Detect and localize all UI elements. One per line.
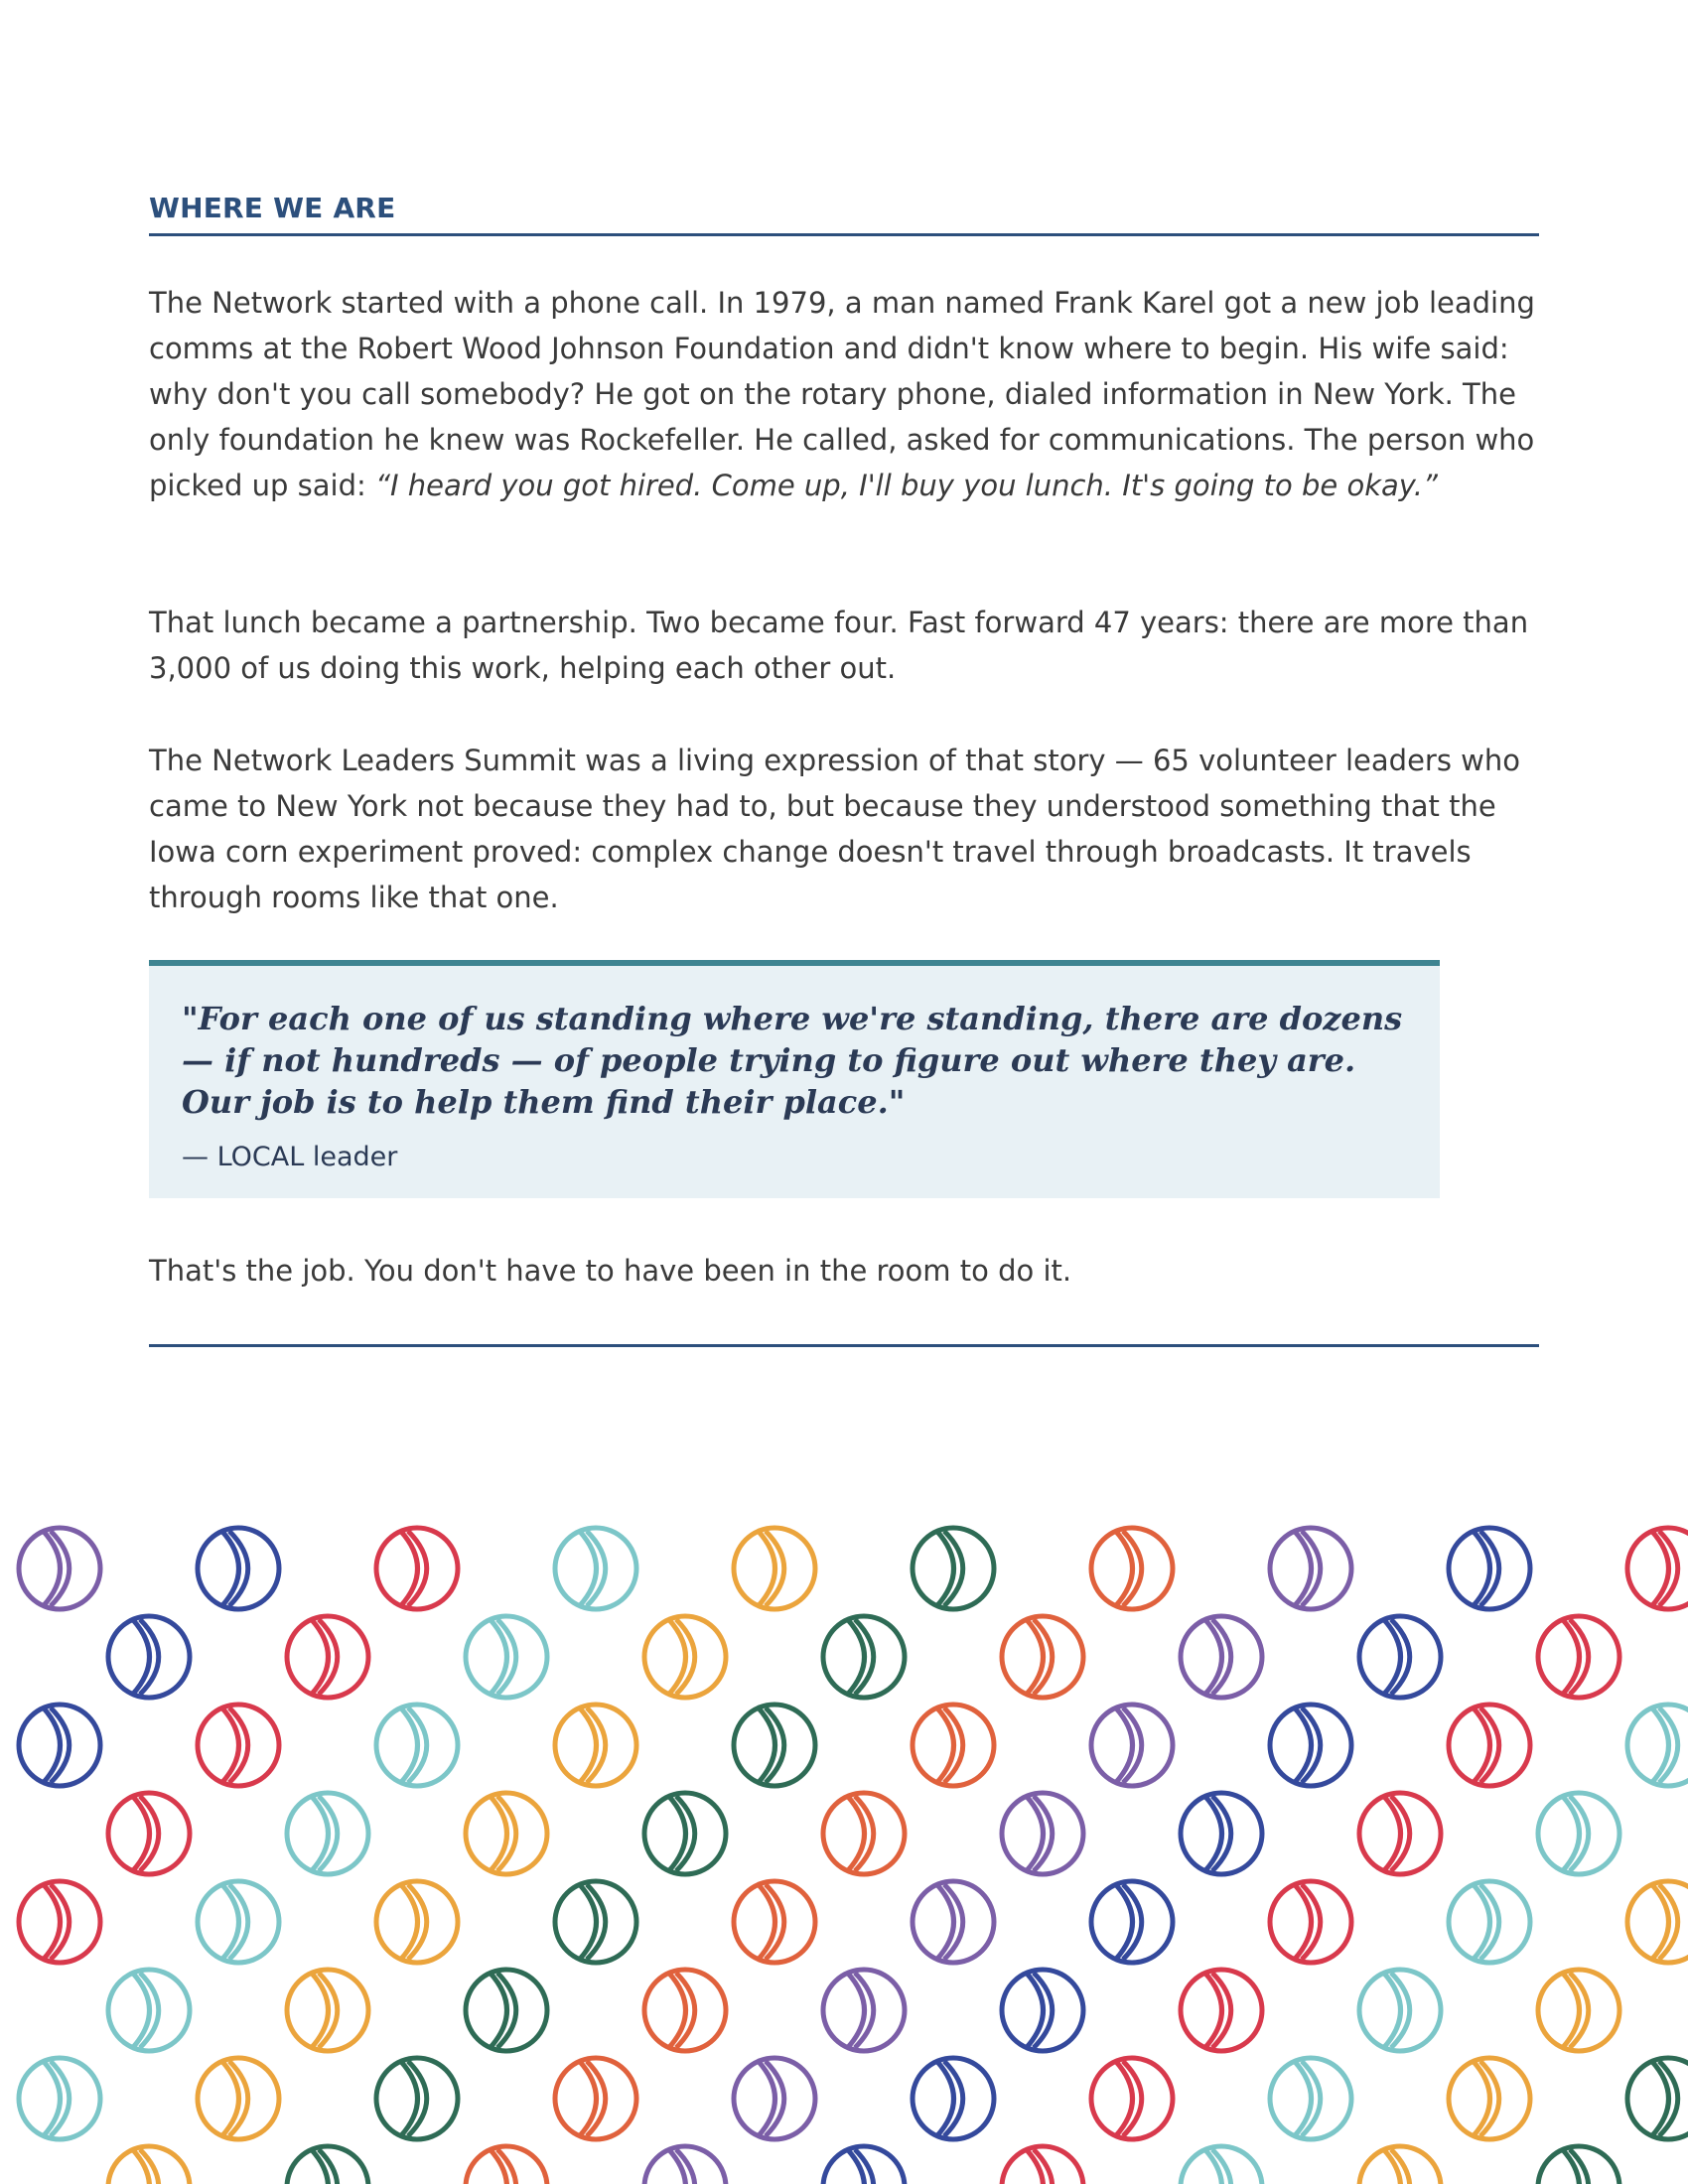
circle-crescent-icon	[1270, 1881, 1351, 1963]
circle-crescent-icon	[1359, 1793, 1441, 1874]
circle-crescent-icon	[913, 1705, 994, 1786]
circle-crescent-icon	[823, 2146, 905, 2184]
circle-crescent-icon	[1449, 2058, 1530, 2139]
circle-crescent-icon	[1181, 1793, 1262, 1874]
circle-crescent-icon	[198, 1705, 279, 1786]
pull-quote	[149, 960, 1440, 1198]
circle-crescent-icon	[376, 2058, 458, 2139]
circle-crescent-icon	[108, 1793, 190, 1874]
circle-crescent-icon	[913, 2058, 994, 2139]
circle-crescent-icon	[466, 2146, 547, 2184]
circle-crescent-icon	[1091, 1881, 1173, 1963]
circle-crescent-icon	[287, 2146, 368, 2184]
circle-crescent-icon	[1181, 1616, 1262, 1698]
circle-crescent-icon	[1270, 1528, 1351, 1609]
circle-crescent-icon	[198, 1881, 279, 1963]
circle-crescent-icon	[1359, 1616, 1441, 1698]
closing-divider	[149, 1344, 1539, 1347]
circle-crescent-icon	[466, 1970, 547, 2051]
circle-crescent-icon	[1627, 2058, 1688, 2139]
circle-crescent-icon	[1091, 1705, 1173, 1786]
circle-crescent-icon	[1449, 1881, 1530, 1963]
heading-divider	[149, 233, 1539, 236]
circle-crescent-icon	[1538, 1793, 1619, 1874]
circle-crescent-icon	[287, 1793, 368, 1874]
circle-crescent-icon	[1091, 1528, 1173, 1609]
circle-crescent-icon	[555, 1528, 636, 1609]
circle-crescent-icon	[287, 1970, 368, 2051]
circle-crescent-icon	[823, 1970, 905, 2051]
circle-crescent-icon	[823, 1616, 905, 1698]
circle-crescent-icon	[1181, 2146, 1262, 2184]
circle-crescent-icon	[1538, 2146, 1619, 2184]
circle-crescent-icon	[1449, 1528, 1530, 1609]
circle-crescent-icon	[466, 1793, 547, 1874]
circle-crescent-icon	[466, 1616, 547, 1698]
circle-crescent-icon	[108, 1970, 190, 2051]
circle-crescent-icon	[913, 1881, 994, 1963]
circle-crescent-icon	[734, 2058, 815, 2139]
decorative-circle-pattern	[0, 1489, 1688, 2184]
circle-crescent-icon	[287, 1616, 368, 1698]
circle-crescent-icon	[1002, 2146, 1083, 2184]
circle-crescent-icon	[644, 1970, 726, 2051]
circle-crescent-icon	[734, 1528, 815, 1609]
circle-crescent-icon	[1449, 1705, 1530, 1786]
intro-paragraph-quote: “I heard you got hired. Come up, I'll buy you lunch. It's going to be okay.”	[374, 469, 1438, 502]
circle-crescent-icon	[376, 1528, 458, 1609]
circle-crescent-icon	[644, 2146, 726, 2184]
circle-crescent-icon	[1270, 2058, 1351, 2139]
circle-crescent-icon	[734, 1881, 815, 1963]
pull-quote-text: "For each one of us standing where we're standing, there are dozens — if not hundreds — of people trying to figure out where they are. Our job is to help them find their place."	[182, 1000, 1403, 1121]
circle-crescent-icon	[1091, 2058, 1173, 2139]
circle-crescent-icon	[1002, 1616, 1083, 1698]
pull-quote-attribution: — LOCAL leader	[182, 1142, 398, 1172]
circle-crescent-icon	[1002, 1970, 1083, 2051]
circle-crescent-icon	[1359, 1970, 1441, 2051]
circle-crescent-icon	[734, 1705, 815, 1786]
circle-crescent-icon	[19, 1705, 100, 1786]
circle-crescent-icon	[913, 1528, 994, 1609]
circle-crescent-icon	[1181, 1970, 1262, 2051]
circle-crescent-icon	[1627, 1528, 1688, 1609]
intro-paragraph	[149, 280, 1539, 508]
circle-crescent-icon	[555, 2058, 636, 2139]
circle-crescent-icon	[555, 1881, 636, 1963]
circle-crescent-icon	[1002, 1793, 1083, 1874]
intro-paragraph-text: The Network started with a phone call. In 1979, a man named Frank Karel got a new job leading comms at the Robert Wood Johnson Foundation and didn't know where to begin. His wife said: why don't you call somebody? He got on the rotary phone, dialed information in New York. The only foundation he knew was Rockefeller. He called, asked for communications. The person who picked up said:	[149, 286, 1535, 502]
closing-paragraph: That's the job. You don't have to have been in the room to do it.	[149, 1254, 1072, 1288]
circle-crescent-icon	[19, 1881, 100, 1963]
circle-crescent-icon	[823, 1793, 905, 1874]
circle-crescent-icon	[555, 1705, 636, 1786]
circle-crescent-icon	[1538, 1970, 1619, 2051]
circle-crescent-icon	[19, 1528, 100, 1609]
circle-crescent-icon	[644, 1616, 726, 1698]
circle-crescent-icon	[644, 1793, 726, 1874]
circle-crescent-icon	[376, 1705, 458, 1786]
circle-crescent-icon	[198, 2058, 279, 2139]
circle-crescent-icon	[198, 1528, 279, 1609]
circle-crescent-icon	[19, 2058, 100, 2139]
lunch-paragraph: That lunch became a partnership. Two became four. Fast forward 47 years: there are more than 3,000 of us doing this work, helping each other out.	[149, 606, 1529, 685]
circle-crescent-icon	[1270, 1705, 1351, 1786]
circle-crescent-icon	[376, 1881, 458, 1963]
circle-crescent-icon	[1627, 1705, 1688, 1786]
summit-paragraph: The Network Leaders Summit was a living expression of that story — 65 volunteer leaders who came to New York not because they had to, but because they understood something that the Iowa corn experiment proved: complex change doesn't travel through broadcasts. It travels through rooms like that one.	[149, 744, 1521, 914]
circle-crescent-icon	[108, 1616, 190, 1698]
circle-crescent-icon	[1359, 2146, 1441, 2184]
section-heading: WHERE WE ARE	[149, 192, 396, 224]
circle-crescent-icon	[1538, 1616, 1619, 1698]
circle-crescent-icon	[1627, 1881, 1688, 1963]
circle-crescent-icon	[108, 2146, 190, 2184]
